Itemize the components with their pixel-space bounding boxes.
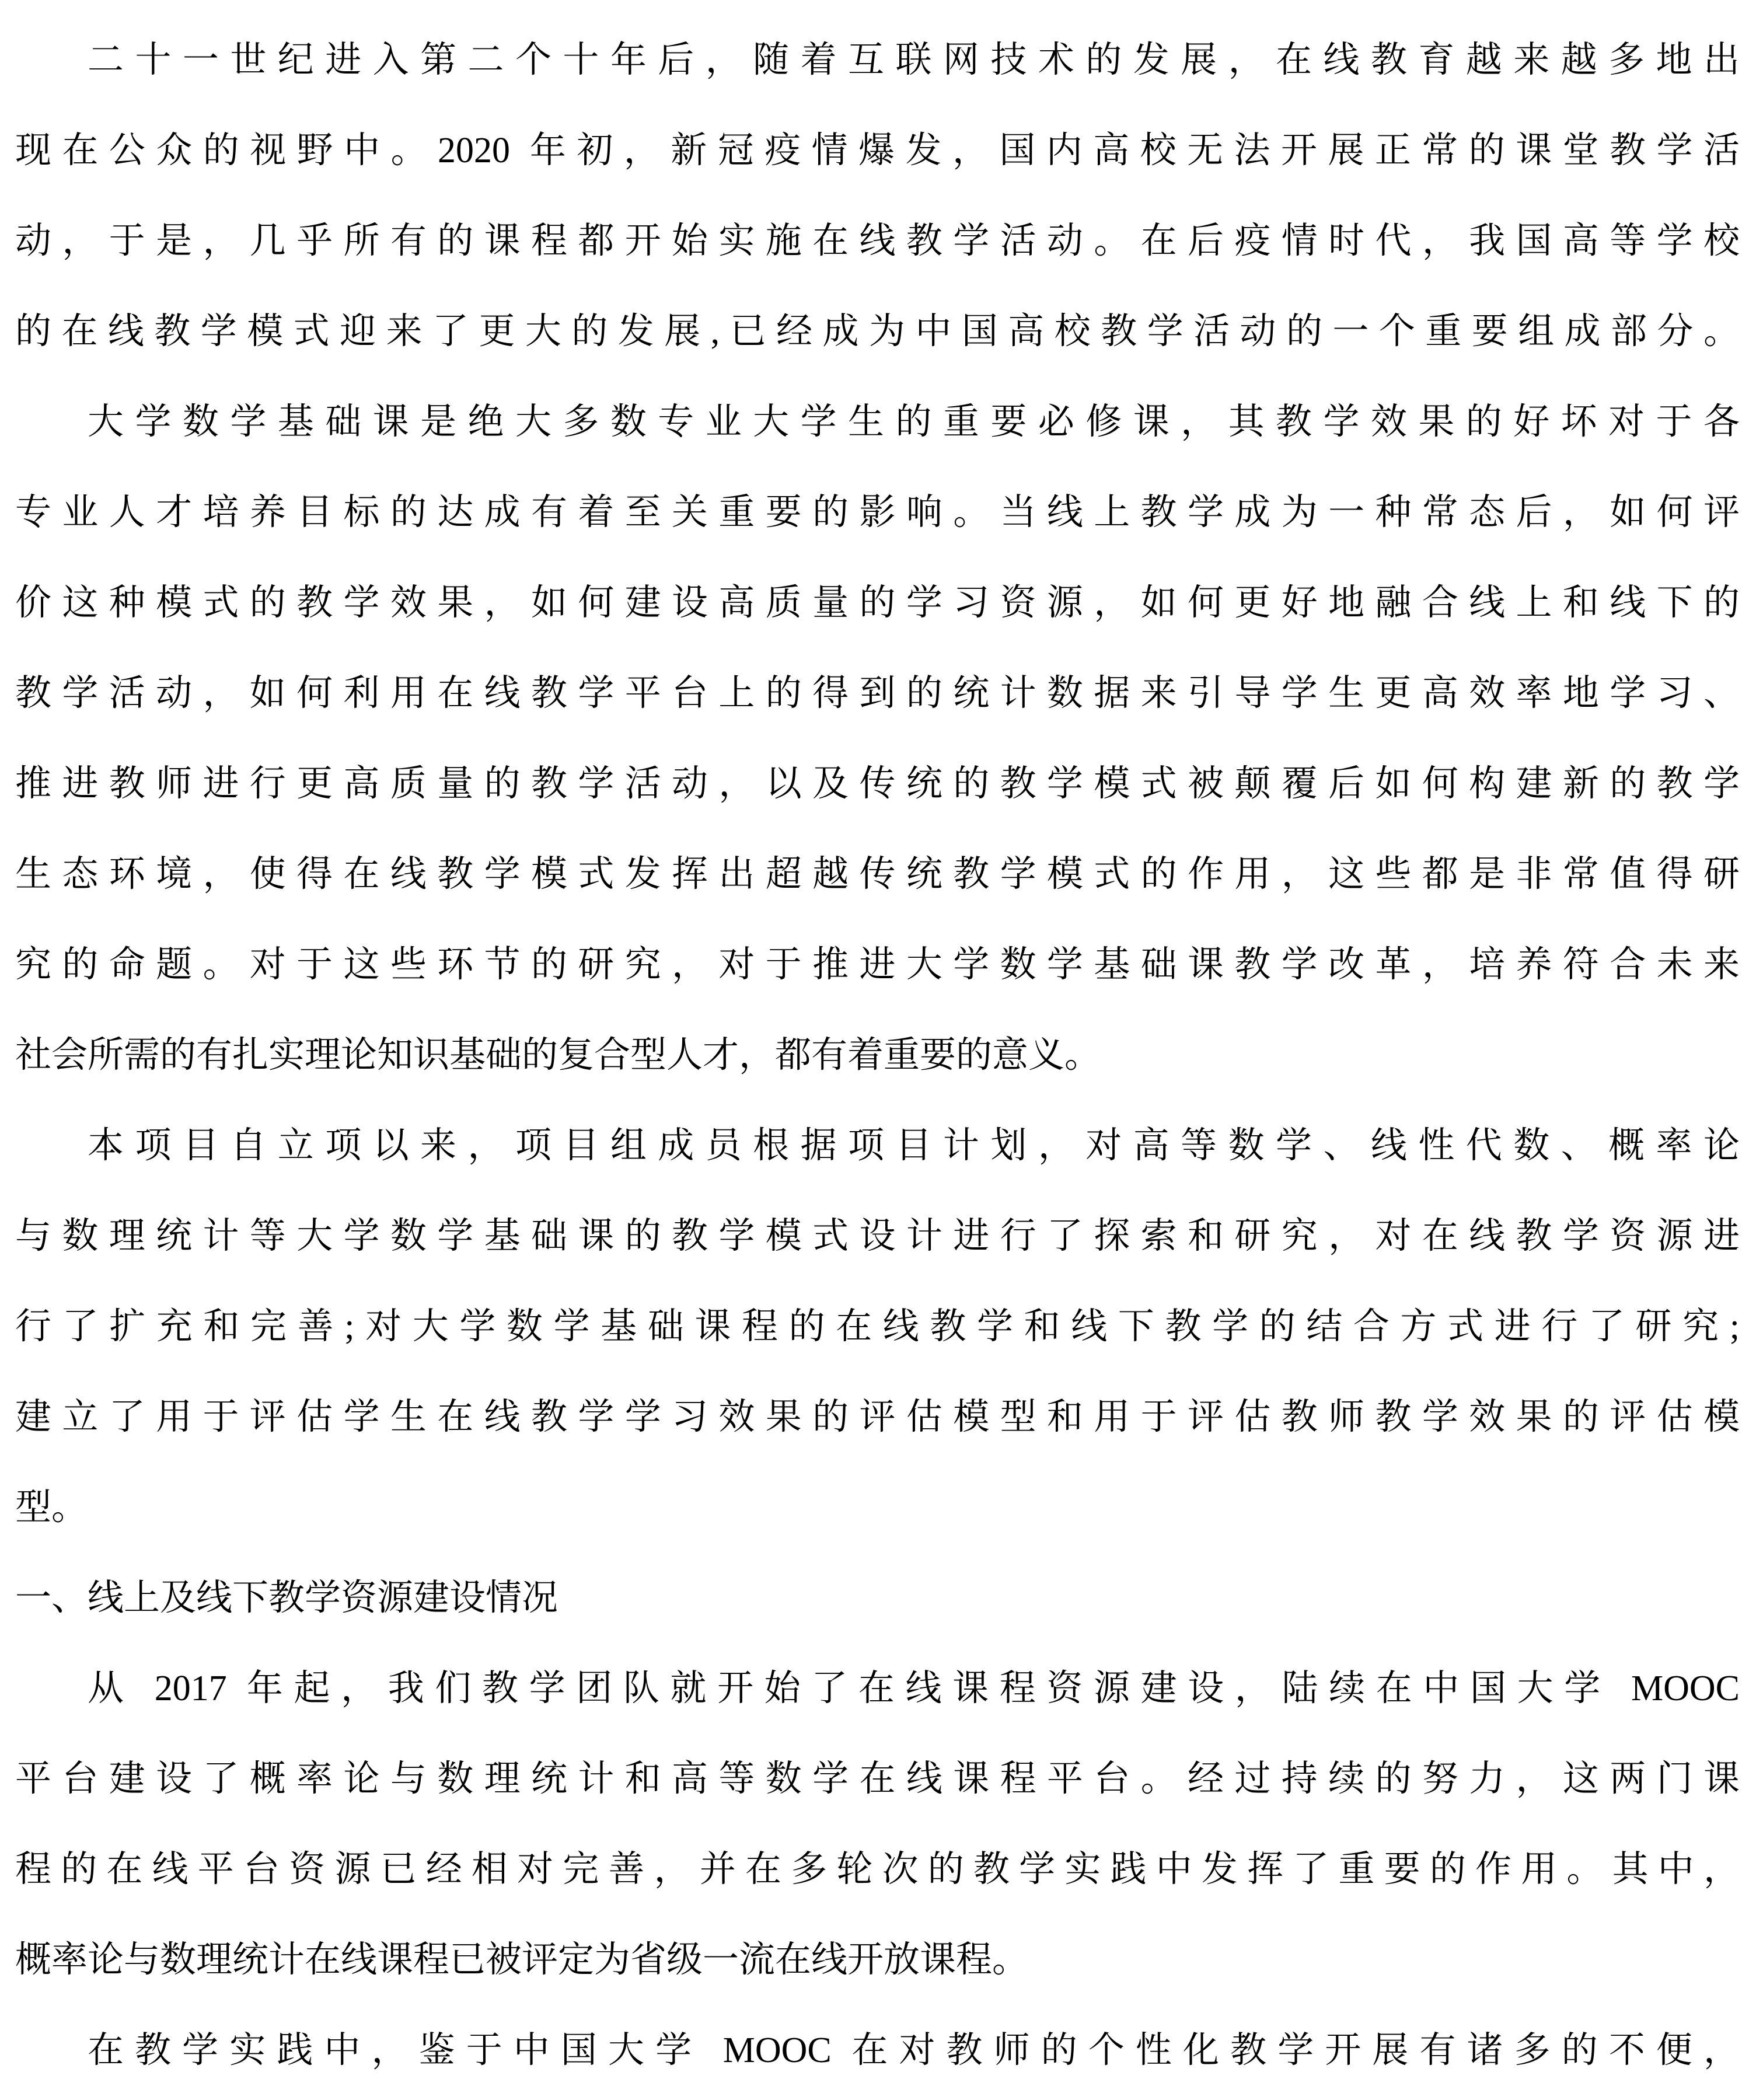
paragraph-5-line-1: 在教学实践中，鉴于中国大学 MOOC 在对教师的个性化教学开展有诸多的不便， (88, 2031, 1740, 2070)
paragraph-1-line-2: 现在公众的视野中。2020 年初，新冠疫情爆发，国内高校无法开展正常的课堂教学活 (15, 131, 1740, 170)
paragraph-3-line-1: 本项目自立项以来，项目组成员根据项目计划，对高等数学、线性代数、概率论 (88, 1126, 1740, 1166)
paragraph-2-line-5: 推进教师进行更高质量的教学活动，以及传统的教学模式被颠覆后如何构建新的教学 (15, 764, 1740, 804)
paragraph-1-line-1: 二十一世纪进入第二个十年后，随着互联网技术的发展，在线教育越来越多地出 (88, 40, 1740, 80)
paragraph-2-line-4: 教学活动，如何利用在线教学平台上的得到的统计数据来引导学生更高效率地学习、 (15, 674, 1740, 713)
paragraph-2-line-6: 生态环境，使得在线教学模式发挥出超越传统教学模式的作用，这些都是非常值得研 (15, 854, 1740, 894)
paragraph-2-line-7: 究的命题。对于这些环节的研究，对于推进大学数学基础课教学改革，培养符合未来 (15, 945, 1740, 985)
paragraph-2-line-2: 专业人才培养目标的达成有着至关重要的影响。当线上教学成为一种常态后，如何评 (15, 493, 1740, 532)
paragraph-3-line-2: 与数理统计等大学数学基础课的教学模式设计进行了探索和研究，对在线教学资源进 (15, 1216, 1740, 1256)
section-1-heading: 一、线上及线下教学资源建设情况 (15, 1578, 558, 1618)
paragraph-1-line-4: 的在线教学模式迎来了更大的发展,已经成为中国高校教学活动的一个重要组成部分。 (15, 312, 1740, 351)
paragraph-4-line-3: 程的在线平台资源已经相对完善，并在多轮次的教学实践中发挥了重要的作用。其中， (15, 1850, 1740, 1889)
paragraph-4-line-4: 概率论与数理统计在线课程已被评定为省级一流在线开放课程。 (15, 1940, 1029, 1980)
paragraph-3-line-3: 行了扩充和完善;对大学数学基础课程的在线教学和线下教学的结合方式进行了研究; (15, 1307, 1740, 1346)
paragraph-1-line-3: 动，于是，几乎所有的课程都开始实施在线教学活动。在后疫情时代，我国高等学校 (15, 221, 1740, 261)
paragraph-2-line-3: 价这种模式的教学效果，如何建设高质量的学习资源，如何更好地融合线上和线下的 (15, 583, 1740, 623)
paragraph-2-line-1: 大学数学基础课是绝大多数专业大学生的重要必修课，其教学效果的好坏对于各 (88, 402, 1740, 442)
paragraph-2-line-8: 社会所需的有扎实理论知识基础的复合型人才，都有着重要的意义。 (15, 1035, 1101, 1075)
paragraph-3-line-5: 型。 (15, 1488, 88, 1527)
paragraph-4-line-1: 从 2017 年起，我们教学团队就开始了在线课程资源建设，陆续在中国大学 MOOC (88, 1669, 1740, 1708)
paragraph-3-line-4: 建立了用于评估学生在线教学学习效果的评估模型和用于评估教师教学效果的评估模 (15, 1397, 1740, 1437)
paragraph-4-line-2: 平台建设了概率论与数理统计和高等数学在线课程平台。经过持续的努力，这两门课 (15, 1759, 1740, 1799)
